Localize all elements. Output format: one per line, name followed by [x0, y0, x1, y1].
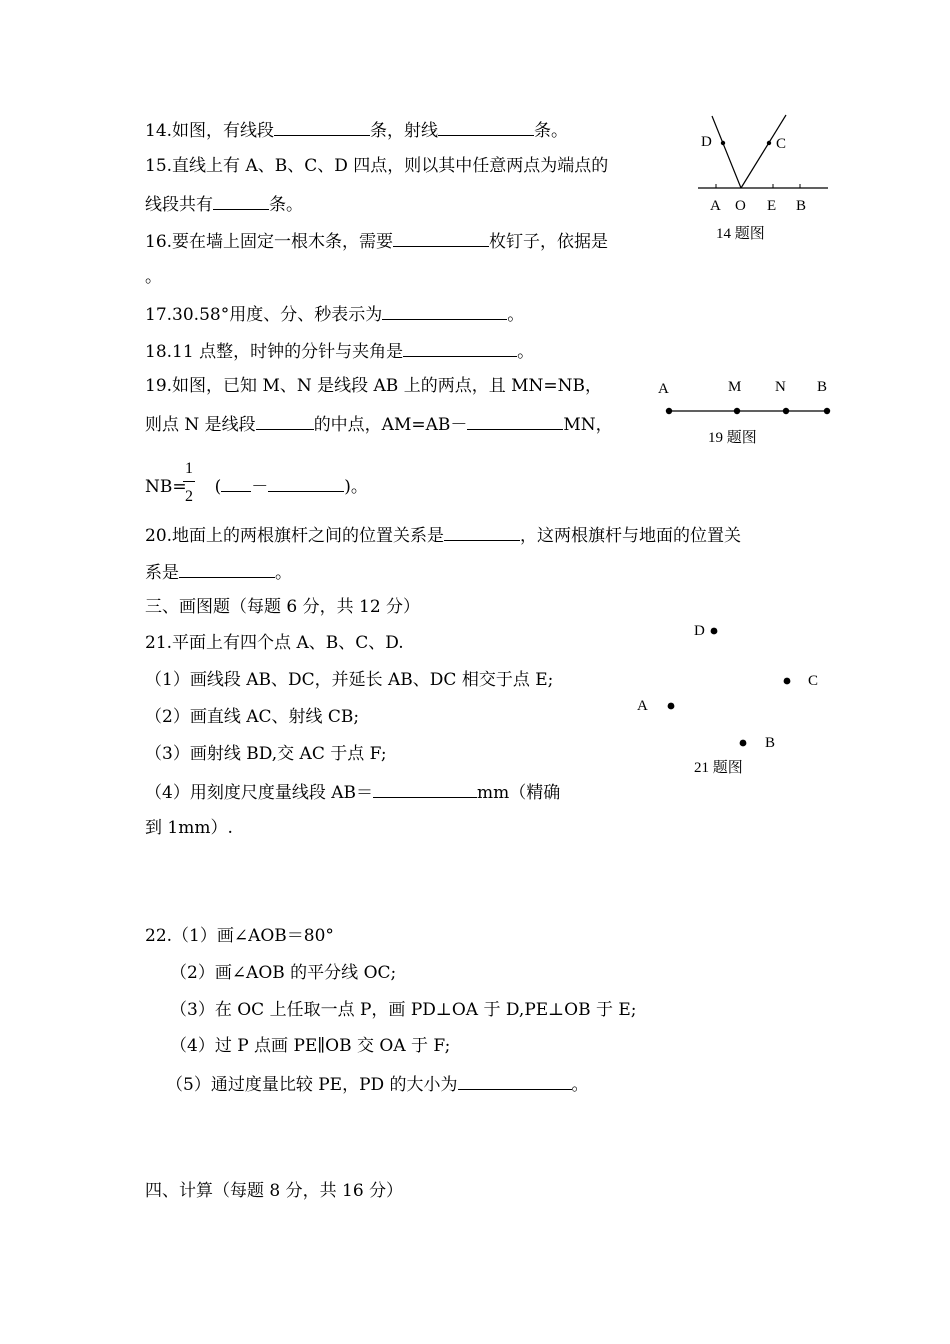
q19-minus: － [251, 477, 269, 497]
q19-text: 则点 N 是线段 [145, 415, 256, 435]
q21-step1: （1）画线段 AB、DC，并延长 AB、DC 相交于点 E; [145, 670, 554, 690]
fig14-label-a: A [710, 198, 721, 214]
section-4-heading: 四、计算（每题 8 分，共 16 分） [145, 1181, 404, 1201]
q17-text: 17.30.58°用度、分、秒表示为 [145, 305, 383, 325]
fig21-label-c: C [808, 673, 819, 689]
q14-text: 14.如图，有线段 [145, 121, 275, 141]
q19-fraction-numerator: 1 [185, 460, 193, 477]
q19-line1: 19.如图，已知 M、N 是线段 AB 上的两点，且 MN=NB， [145, 376, 602, 396]
q20-text-3: 系是 [145, 563, 179, 583]
q15-text: 线段共有 [145, 195, 213, 215]
fig14-label-e: E [767, 198, 777, 214]
q19-text-nb: NB= [145, 477, 187, 497]
q22-step3: （3）在 OC 上任取一点 P，画 PD⊥OA 于 D,PE⊥OB 于 E; [170, 1000, 637, 1020]
q22-line1: 22.（1）画∠AOB＝80° [145, 926, 334, 946]
fig14-label-c: C [776, 136, 787, 152]
q21-step4-text: （4）用刻度尺度量线段 AB＝ [145, 783, 373, 803]
fig14-caption: 14 题图 [716, 226, 765, 242]
q19-paren-open: ( [214, 477, 222, 497]
q21-step4-end: mm（精确 [477, 783, 561, 803]
q22-step2: （2）画∠AOB 的平分线 OC; [170, 963, 397, 983]
fig21-label-a: A [637, 698, 648, 714]
fig19-label-m: M [728, 379, 742, 395]
fig21-caption: 21 题图 [694, 760, 743, 776]
fig21-point-b [740, 740, 747, 747]
q19-text-am: 的中点，AM=AB－ [313, 415, 468, 435]
q20-text-2: ，这两根旗杆与地面的位置关 [520, 526, 742, 546]
fig14-label-d: D [701, 134, 712, 150]
fig19-label-b: B [817, 379, 828, 395]
q14-text-end: 条。 [534, 121, 569, 141]
fig14-label-o: O [735, 198, 746, 214]
fig21-point-a [668, 703, 675, 710]
fig21-label-b: B [765, 735, 776, 751]
q15-text-end: 条。 [269, 195, 303, 215]
fig19-label-a: A [658, 381, 669, 397]
q21-step2: （2）画直线 AC、射线 CB; [145, 707, 360, 727]
q22-step5-text: （5）通过度量比较 PE，PD 的大小为 [166, 1075, 458, 1095]
section-3-heading: 三、画图题（每题 6 分，共 12 分） [145, 597, 421, 617]
fig21-point-c [784, 678, 791, 685]
q14-text-rays: 条，射线 [370, 121, 439, 141]
q15-line1: 15.直线上有 A、B、C、D 四点，则以其中任意两点为端点的 [145, 156, 609, 176]
q21-step3: （3）画射线 BD,交 AC 于点 F; [145, 744, 387, 764]
fig19-label-n: N [775, 379, 786, 395]
q22-step4: （4）过 P 点画 PE∥OB 交 OA 于 F; [170, 1036, 451, 1056]
q19-text-mn: MN， [563, 415, 613, 435]
q18-text-end: 。 [517, 342, 535, 362]
q16-line2: 。 [145, 267, 162, 287]
q18-text: 18.11 点整，时钟的分针与夹角是 [145, 342, 404, 362]
fig21-point-d [711, 628, 718, 635]
q19-paren-close: )。 [344, 477, 368, 497]
q21-step4-cont: 到 1mm）. [145, 818, 233, 838]
q16-text-end: 枚钉子，依据是 [489, 232, 609, 252]
q20-text: 20.地面上的两根旗杆之间的位置关系是 [145, 526, 445, 546]
q16-text: 16.要在墙上固定一根木条，需要 [145, 232, 394, 252]
q21-line1: 21.平面上有四个点 A、B、C、D. [145, 633, 404, 653]
q22-step5-end: 。 [571, 1075, 589, 1095]
fig19-caption: 19 题图 [708, 430, 757, 446]
q20-text-end: 。 [275, 563, 292, 583]
q17-text-end: 。 [507, 305, 525, 325]
fig14-label-b: B [796, 198, 807, 214]
fig21-label-d: D [694, 623, 705, 639]
q19-fraction-denominator: 2 [185, 488, 193, 505]
